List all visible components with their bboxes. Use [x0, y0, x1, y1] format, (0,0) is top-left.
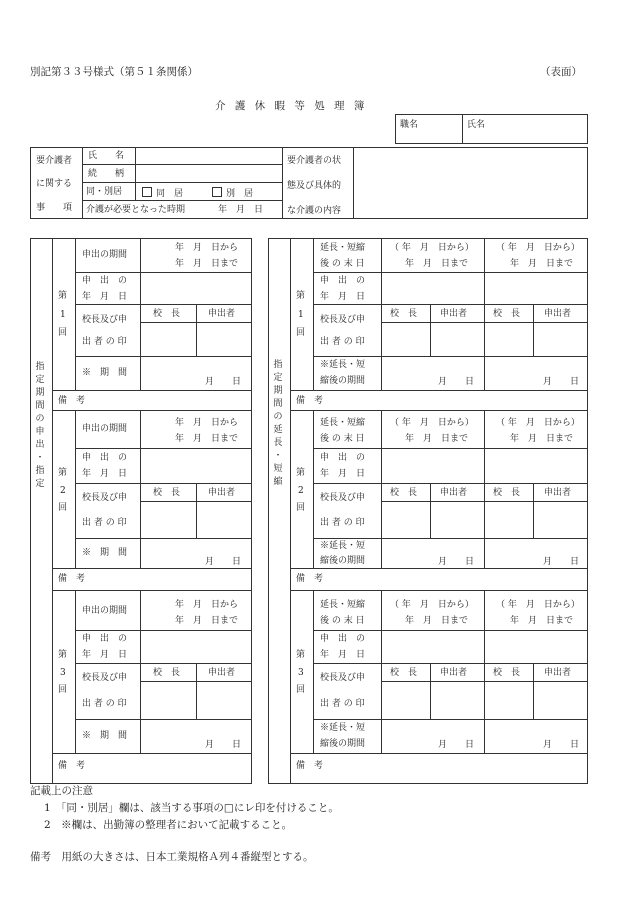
- ext-to[interactable]: 年 月 日まで: [510, 616, 574, 626]
- rule: [381, 322, 588, 323]
- rule: [82, 164, 282, 165]
- vertical-glyph: 指: [35, 362, 45, 372]
- vertical-glyph: の: [35, 414, 45, 424]
- rule: [196, 663, 197, 719]
- request-date-label: 申 出 の: [320, 634, 366, 644]
- term-label: 縮後の期間: [320, 556, 366, 566]
- principal-label: 校 長: [390, 488, 418, 498]
- principal-label: 校 長: [493, 488, 521, 498]
- right-side-label: [272, 358, 284, 488]
- principal-label: 校 長: [153, 668, 181, 678]
- vertical-glyph: 期: [273, 386, 283, 396]
- round-label-1: 第: [58, 291, 68, 301]
- vertical-glyph: 指: [35, 466, 45, 476]
- rule: [75, 448, 252, 449]
- vertical-glyph: 延: [273, 425, 283, 435]
- rule: [52, 390, 252, 391]
- care-state-label-2: 態及び具体的: [287, 181, 342, 191]
- seal-label: 校長及び申: [82, 673, 128, 683]
- remarks-label: 備 考: [58, 396, 86, 406]
- rule: [196, 483, 197, 538]
- checkbox-icon[interactable]: [142, 187, 152, 197]
- rule: [313, 304, 588, 305]
- cohab-option-separate[interactable]: 別 居: [212, 187, 253, 200]
- principal-label: 校 長: [493, 668, 521, 678]
- applicant-label: 申出者: [544, 668, 572, 678]
- round-label-3: 回: [296, 685, 306, 695]
- rule: [313, 410, 314, 568]
- rule: [587, 114, 588, 144]
- period-to[interactable]: 年 月 日まで: [175, 434, 239, 444]
- rule: [290, 568, 588, 569]
- rule: [52, 568, 252, 569]
- care-state-label-1: 要介護者の状: [287, 156, 342, 166]
- rule: [75, 238, 76, 390]
- vertical-glyph: 長: [273, 438, 283, 448]
- rule: [381, 238, 382, 390]
- cohab-option-same[interactable]: 同 居: [142, 187, 183, 200]
- vertical-glyph: 申: [35, 427, 45, 437]
- principal-label: 校 長: [390, 309, 418, 319]
- rule: [75, 719, 252, 720]
- vertical-glyph: ・: [273, 451, 283, 461]
- rule: [313, 272, 588, 273]
- ext-label: 延長・短縮: [320, 243, 366, 253]
- care-needed-label: 介護が必要となった時期: [86, 205, 186, 215]
- seal-label: 校長及び申: [82, 315, 128, 325]
- rule: [75, 590, 76, 753]
- ext-from[interactable]: （ 年 月 日から）: [390, 243, 474, 253]
- rule: [52, 410, 252, 411]
- round-label-3: 3: [298, 668, 304, 678]
- page-title: 介 護 休 暇 等 処 理 簿: [215, 100, 368, 112]
- applicant-label: 申出者: [440, 668, 468, 678]
- round-label-2: 第: [296, 468, 306, 478]
- vertical-glyph: 指: [273, 360, 283, 370]
- term-label: 縮後の期間: [320, 376, 366, 386]
- request-date-label: 申 出 の: [320, 276, 366, 286]
- round-label-3: 3: [60, 668, 66, 678]
- care-group-label-3: 事 項: [36, 203, 73, 213]
- period-to[interactable]: 年 月 日まで: [175, 259, 239, 269]
- request-date-label: 申 出 の: [320, 453, 366, 463]
- rule: [430, 663, 431, 719]
- request-date-label: 年 月 日: [82, 469, 128, 479]
- vertical-glyph: 定: [273, 373, 283, 383]
- round-label-2: 回: [296, 503, 306, 513]
- round-label-2: 2: [298, 486, 304, 496]
- ext-from[interactable]: （ 年 月 日から）: [496, 600, 580, 610]
- round-label-2: 第: [58, 468, 68, 478]
- term-value[interactable]: 月 日: [543, 377, 580, 387]
- rule: [313, 538, 588, 539]
- applicant-label: 申出者: [208, 668, 236, 678]
- seal-label: 校長及び申: [82, 493, 128, 503]
- round-label-1: 1: [298, 310, 304, 320]
- rule: [140, 410, 141, 568]
- rule: [140, 238, 141, 390]
- term-value[interactable]: 月 日: [205, 557, 242, 567]
- note-item: 2 ※欄は、出勤簿の整理者において記載すること。: [44, 819, 293, 831]
- footer-note: 備考 用紙の大きさは、日本工業規格Ａ列４番縦型とする。: [30, 851, 314, 863]
- rule: [484, 238, 485, 390]
- term-value[interactable]: 月 日: [543, 557, 580, 567]
- ext-from[interactable]: （ 年 月 日から）: [390, 600, 474, 610]
- rule: [52, 753, 252, 754]
- request-date-label: 申 出 の: [82, 453, 128, 463]
- vertical-glyph: 間: [35, 401, 45, 411]
- remarks-label: 備 考: [296, 396, 324, 406]
- rule: [135, 147, 136, 201]
- rule: [140, 681, 252, 682]
- term-label: ※ 期 間: [82, 548, 128, 558]
- checkbox-icon[interactable]: [212, 187, 222, 197]
- ext-from[interactable]: （ 年 月 日から）: [496, 418, 580, 428]
- principal-label: 校 長: [390, 668, 418, 678]
- rule: [52, 590, 252, 591]
- seal-label: 校長及び申: [320, 493, 366, 503]
- rule: [290, 410, 588, 411]
- rule: [140, 590, 141, 753]
- applicant-label: 申出者: [440, 309, 468, 319]
- rule: [75, 272, 252, 273]
- ext-from[interactable]: （ 年 月 日から）: [496, 243, 580, 253]
- remarks-label: 備 考: [58, 761, 86, 771]
- rule: [395, 143, 588, 144]
- rule: [75, 663, 252, 664]
- side-label: （表面）: [540, 66, 582, 78]
- term-value[interactable]: 月 日: [438, 377, 475, 387]
- rule: [381, 501, 588, 502]
- vertical-glyph: 短: [273, 464, 283, 474]
- term-value[interactable]: 月 日: [205, 740, 242, 750]
- applicant-label: 申出者: [208, 309, 236, 319]
- seal-label: 出 者 の 印: [320, 699, 365, 709]
- rule: [75, 356, 252, 357]
- seal-label: 出 者 の 印: [82, 337, 127, 347]
- period-label: 申出の期間: [82, 250, 128, 260]
- term-value[interactable]: 月 日: [205, 377, 242, 387]
- vertical-glyph: の: [273, 412, 283, 422]
- rule: [313, 590, 314, 753]
- rule: [313, 448, 588, 449]
- vertical-glyph: 間: [273, 399, 283, 409]
- round-label-3: 第: [58, 650, 68, 660]
- round-label-2: 2: [60, 486, 66, 496]
- rule: [82, 147, 83, 219]
- seal-label: 出 者 の 印: [82, 699, 127, 709]
- name-label: 氏名: [467, 120, 486, 130]
- ext-to[interactable]: 年 月 日まで: [405, 434, 469, 444]
- seal-label: 校長及び申: [320, 673, 366, 683]
- rule: [353, 147, 354, 219]
- rule: [290, 238, 291, 784]
- rule: [484, 590, 485, 753]
- period-label: 申出の期間: [82, 606, 128, 616]
- principal-label: 校 長: [153, 309, 181, 319]
- rule: [196, 304, 197, 356]
- rule: [533, 304, 534, 356]
- care-group-label-1: 要介護者: [36, 156, 73, 166]
- care-name-label: 氏 名: [88, 151, 125, 161]
- rule: [140, 322, 252, 323]
- rule: [313, 238, 314, 390]
- right-panel: [268, 238, 588, 784]
- rule: [313, 719, 588, 720]
- request-date-label: 年 月 日: [82, 650, 128, 660]
- ext-to[interactable]: 年 月 日まで: [405, 616, 469, 626]
- seal-label: 出 者 の 印: [320, 337, 365, 347]
- ext-to[interactable]: 年 月 日まで: [510, 259, 574, 269]
- care-group-label-2: に関する: [36, 179, 73, 189]
- applicant-label: 申出者: [208, 488, 236, 498]
- notes-heading: 記載上の注意: [30, 785, 93, 797]
- round-label-1: 回: [58, 328, 68, 338]
- rule: [282, 147, 283, 219]
- rule: [381, 410, 382, 568]
- request-date-label: 年 月 日: [320, 292, 366, 302]
- rule: [75, 410, 76, 568]
- request-date-label: 年 月 日: [320, 650, 366, 660]
- request-date-label: 申 出 の: [82, 276, 128, 286]
- rule: [75, 538, 252, 539]
- period-from[interactable]: 年 月 日から: [175, 418, 239, 428]
- vertical-glyph: 定: [35, 479, 45, 489]
- round-label-3: 第: [296, 650, 306, 660]
- vertical-glyph: 期: [35, 388, 45, 398]
- term-label: ※ 期 間: [82, 731, 128, 741]
- round-label-2: 回: [58, 503, 68, 513]
- term-label: ※延長・短: [320, 541, 366, 551]
- round-label-1: 1: [60, 310, 66, 320]
- period-from[interactable]: 年 月 日から: [175, 243, 239, 253]
- round-label-1: 回: [296, 328, 306, 338]
- rule: [140, 501, 252, 502]
- round-label-1: 第: [296, 291, 306, 301]
- rule: [313, 356, 588, 357]
- note-item: 1 「同・別居」欄は、該当する事項の□にレ印を付けること。: [44, 802, 339, 814]
- ext-from[interactable]: （ 年 月 日から）: [390, 418, 474, 428]
- rule: [430, 483, 431, 538]
- principal-label: 校 長: [153, 488, 181, 498]
- ext-label: 後 の 末 日: [320, 434, 365, 444]
- vertical-glyph: 定: [35, 375, 45, 385]
- term-value[interactable]: 月 日: [438, 557, 475, 567]
- rule: [290, 753, 588, 754]
- vertical-glyph: 縮: [273, 477, 283, 487]
- rule: [75, 630, 252, 631]
- vertical-glyph: 出: [35, 440, 45, 450]
- rule: [395, 114, 588, 115]
- term-label: ※延長・短: [320, 360, 366, 370]
- ext-to[interactable]: 年 月 日まで: [510, 434, 574, 444]
- rule: [313, 483, 588, 484]
- vertical-glyph: ・: [35, 453, 45, 463]
- rule: [82, 182, 282, 183]
- remarks-label: 備 考: [58, 574, 86, 584]
- seal-label: 出 者 の 印: [82, 518, 127, 528]
- rule: [313, 630, 588, 631]
- rule: [290, 590, 588, 591]
- rule: [313, 663, 588, 664]
- rule: [75, 304, 252, 305]
- rule: [52, 238, 53, 784]
- rule: [533, 663, 534, 719]
- rule: [381, 590, 382, 753]
- left-side-label: [34, 360, 46, 490]
- applicant-label: 申出者: [544, 488, 572, 498]
- applicant-label: 申出者: [544, 309, 572, 319]
- seal-label: 校長及び申: [320, 315, 366, 325]
- rule: [395, 114, 396, 144]
- care-state-label-3: な介護の内容: [287, 206, 342, 216]
- care-cohab-label: 同・別居: [86, 187, 123, 197]
- ext-label: 後 の 末 日: [320, 616, 365, 626]
- rule: [430, 304, 431, 356]
- remarks-label: 備 考: [296, 761, 324, 771]
- post-label: 職名: [400, 120, 419, 130]
- period-from[interactable]: 年 月 日から: [175, 600, 239, 610]
- term-value[interactable]: 月 日: [438, 740, 475, 750]
- seal-label: 出 者 の 印: [320, 518, 365, 528]
- period-label: 申出の期間: [82, 424, 128, 434]
- term-label: 縮後の期間: [320, 739, 366, 749]
- ext-to[interactable]: 年 月 日まで: [405, 259, 469, 269]
- rule: [290, 390, 588, 391]
- remarks-label: 備 考: [296, 574, 324, 584]
- term-label: ※延長・短: [320, 723, 366, 733]
- ext-label: 後 の 末 日: [320, 259, 365, 269]
- request-date-label: 年 月 日: [82, 292, 128, 302]
- rule: [381, 681, 588, 682]
- principal-label: 校 長: [493, 309, 521, 319]
- form-id: 別記第３３号様式（第５１条関係）: [30, 66, 198, 78]
- care-needed-value[interactable]: 年 月 日: [218, 205, 264, 215]
- request-date-label: 年 月 日: [320, 469, 366, 479]
- applicant-label: 申出者: [440, 488, 468, 498]
- ext-label: 延長・短縮: [320, 418, 366, 428]
- term-label: ※ 期 間: [82, 368, 128, 378]
- rule: [484, 410, 485, 568]
- ext-label: 延長・短縮: [320, 600, 366, 610]
- rule: [533, 483, 534, 538]
- term-value[interactable]: 月 日: [543, 740, 580, 750]
- round-label-3: 回: [58, 685, 68, 695]
- rule: [462, 114, 463, 144]
- care-relation-label: 続 柄: [88, 169, 125, 179]
- period-to[interactable]: 年 月 日まで: [175, 616, 239, 626]
- request-date-label: 申 出 の: [82, 634, 128, 644]
- rule: [82, 200, 282, 201]
- rule: [75, 483, 252, 484]
